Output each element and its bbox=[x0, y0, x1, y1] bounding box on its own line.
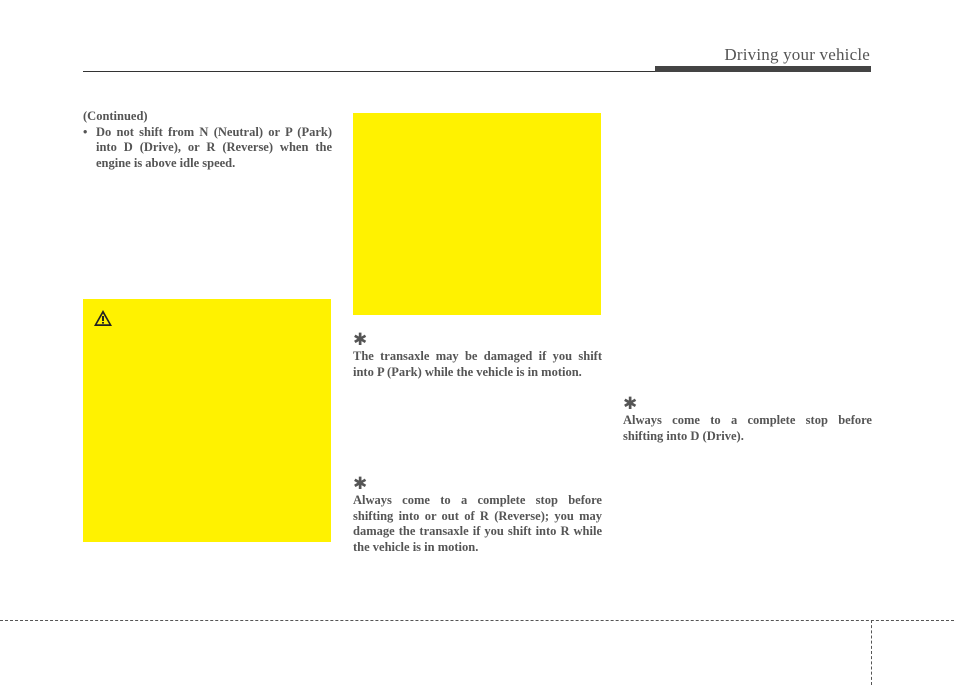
note-drive bbox=[623, 396, 872, 444]
footer-dashed-rule bbox=[0, 620, 954, 621]
note-text: Always come to a complete stop before shifting into D (Drive). bbox=[623, 413, 872, 443]
note-text: The transaxle may be damaged if you shift into P (Park) while the vehicle is in motion. bbox=[353, 349, 602, 379]
note-star-icon: ✱ bbox=[623, 394, 638, 414]
bullet-text: Do not shift from N (Neutral) or P (Park) into D (Drive), or R (Reverse) when the engine is above idle speed. bbox=[96, 124, 332, 170]
warning-box bbox=[83, 299, 331, 542]
note-text: Always come to a complete stop before shifting into or out of R (Reverse); you may damage the transaxle if you shift into R while the vehicle is in motion. bbox=[353, 493, 602, 554]
bullet-item bbox=[83, 125, 332, 172]
warning-triangle-icon bbox=[93, 309, 113, 327]
footer-dashed-divider bbox=[871, 620, 872, 685]
note-park bbox=[353, 332, 602, 380]
note-star-icon: ✱ bbox=[353, 474, 368, 494]
bullet-mark: • bbox=[83, 124, 88, 139]
page-header-title: Driving your vehicle bbox=[724, 45, 870, 64]
note-star-icon: ✱ bbox=[353, 330, 368, 350]
highlight-box bbox=[353, 113, 601, 315]
continued-label: (Continued) bbox=[83, 109, 148, 123]
left-column-text bbox=[83, 109, 332, 171]
header-rule bbox=[83, 71, 655, 72]
note-reverse bbox=[353, 476, 602, 555]
header-accent-bar bbox=[655, 66, 871, 72]
